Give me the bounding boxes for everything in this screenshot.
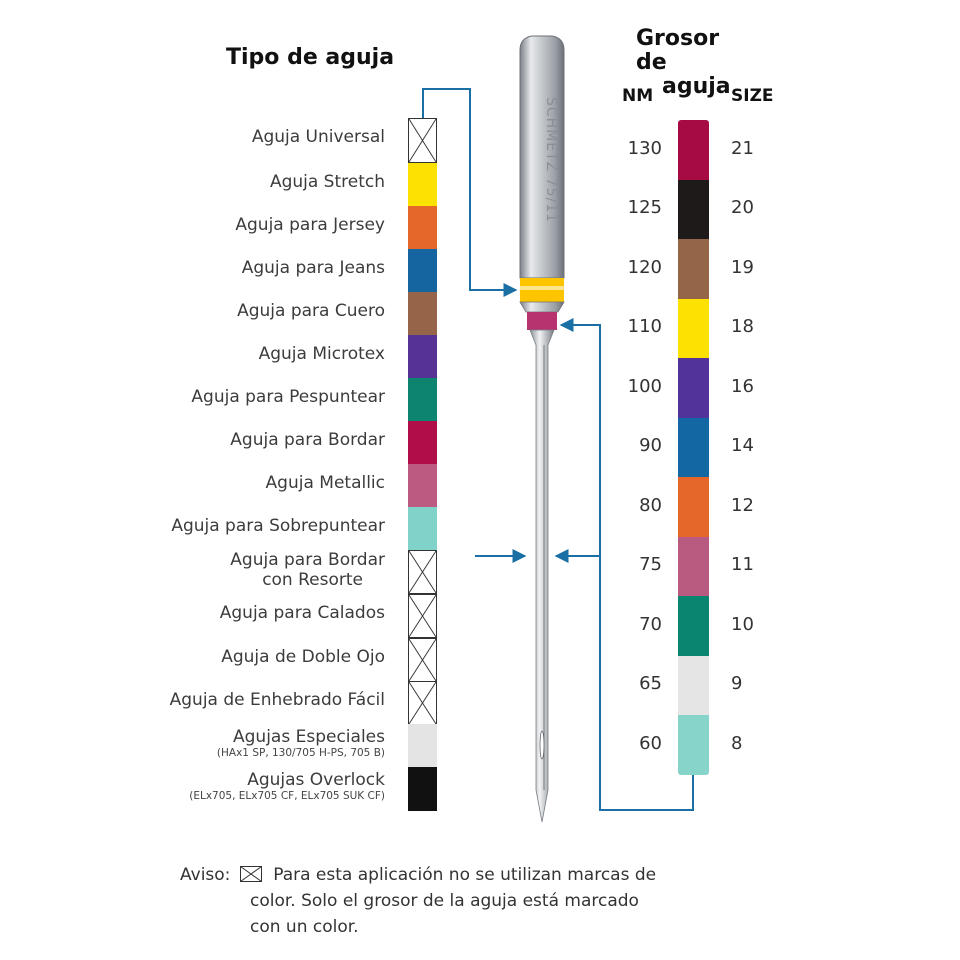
nm-value: 65 <box>639 673 662 695</box>
needle-type-label: Agujas Overlock (ELx705, ELx705 CF, ELx705 SUK CF) <box>189 770 385 802</box>
nm-value: 120 <box>627 256 662 278</box>
nm-value: 80 <box>639 494 662 516</box>
type-band-arrow <box>423 89 516 290</box>
needle-type-label: Agujas Especiales (HAx1 SP, 130/705 H-PS, 705 B) <box>216 727 385 759</box>
size-value: 18 <box>731 316 754 338</box>
size-value: 14 <box>731 435 754 457</box>
size-value: 8 <box>731 732 743 754</box>
nm-column-heading: NM <box>622 86 654 106</box>
nm-value: 100 <box>627 375 662 397</box>
needle-eye <box>540 731 544 759</box>
needle-type-label: Aguja para Cuero <box>237 301 385 321</box>
needle-size-heading: Grosor de aguja <box>636 26 731 99</box>
nm-value: 60 <box>639 732 662 754</box>
needle-type-label: Aguja para Pespuntear <box>191 387 385 407</box>
notice-line-1: Para esta aplicación no se utilizan marcas de <box>273 865 657 885</box>
nm-value: 125 <box>627 197 662 219</box>
needle-type-label: Aguja para Sobrepuntear <box>171 516 385 536</box>
notice <box>180 862 740 940</box>
notice-prefix: Aviso: <box>180 865 231 885</box>
needle-type-label: Aguja para Jeans <box>241 258 385 278</box>
needle-type-label: Aguja para Bordar <box>230 430 385 450</box>
nm-value: 90 <box>639 435 662 457</box>
size-value: 11 <box>731 554 754 576</box>
size-value: 9 <box>731 673 743 695</box>
nm-value: 110 <box>627 316 662 338</box>
needle-imprint: SCHMETZ 75/11 <box>543 96 559 224</box>
needle-type-label: Aguja Microtex <box>258 344 385 364</box>
needle-type-label: Aguja Universal <box>251 127 385 147</box>
size-value: 16 <box>731 375 754 397</box>
nm-value: 75 <box>639 554 662 576</box>
needle-type-label: Aguja para Bordar con Resorte <box>230 550 385 590</box>
size-value: 21 <box>731 137 754 159</box>
needle-type-heading: Tipo de aguja <box>226 45 395 70</box>
no-color-mark-icon <box>240 866 262 882</box>
size-column-heading: SIZE <box>731 86 774 106</box>
needle-type-label: Aguja para Calados <box>219 603 385 623</box>
nm-value: 130 <box>627 137 662 159</box>
needle-type-label: Aguja de Doble Ojo <box>221 647 385 667</box>
needle-type-label: Aguja de Enhebrado Fácil <box>169 690 385 710</box>
notice-line-2: color. Solo el grosor de la aguja está marcado <box>250 891 639 911</box>
needle-type-label: Aguja para Jersey <box>235 215 385 235</box>
size-value: 12 <box>731 494 754 516</box>
size-value: 20 <box>731 197 754 219</box>
needle-size-band <box>527 312 557 330</box>
notice-line-3: con un color. <box>250 917 359 937</box>
size-value: 19 <box>731 256 754 278</box>
size-value: 10 <box>731 613 754 635</box>
needle-type-label: Aguja Stretch <box>269 172 385 192</box>
size-band-arrow <box>561 325 693 810</box>
needle-type-label: Aguja Metallic <box>265 473 385 493</box>
nm-value: 70 <box>639 613 662 635</box>
